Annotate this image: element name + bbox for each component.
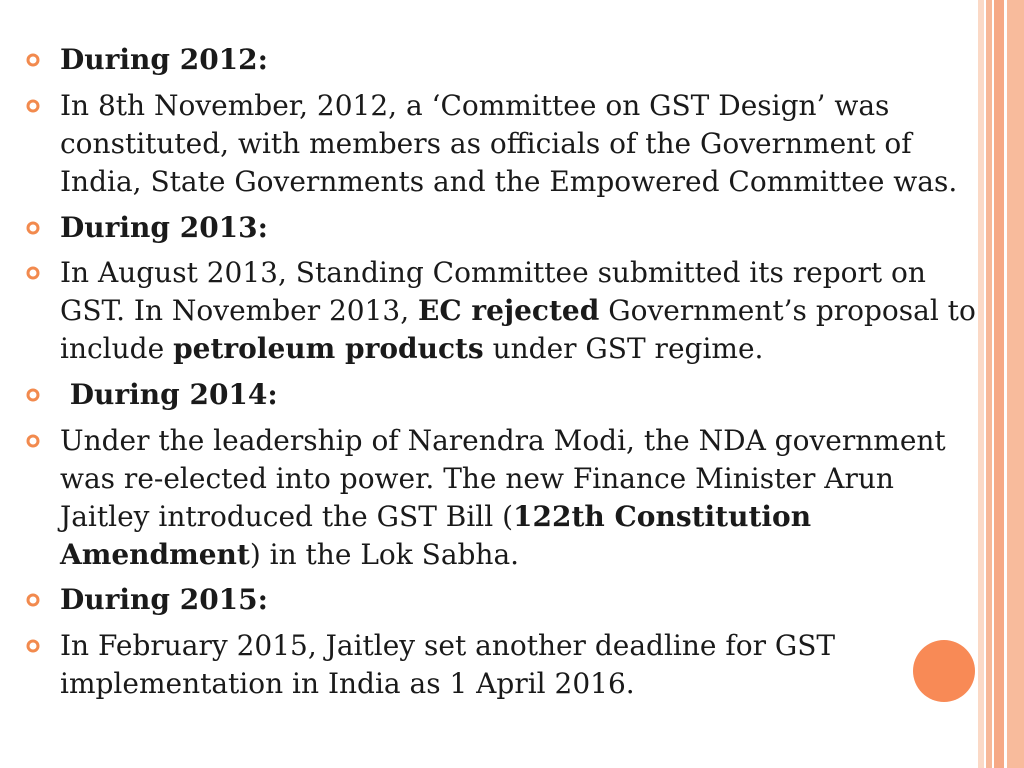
paragraph-2015 — [60, 627, 980, 703]
bold-text: EC rejected — [418, 294, 600, 327]
circle-bullet-icon — [26, 434, 40, 448]
circle-bullet-icon — [26, 53, 40, 67]
paragraph-2014 — [60, 422, 980, 574]
stripe — [1007, 0, 1024, 768]
bold-text: petroleum products — [173, 332, 484, 365]
paragraph-2013 — [60, 254, 985, 368]
paragraph-text: In February 2015, Jaitley set another deadline for GST implementation in India as 1 April 2016. — [60, 629, 845, 700]
heading-2013 — [60, 209, 980, 247]
stripe — [994, 0, 1004, 768]
heading-2015 — [60, 581, 980, 619]
text-run: under GST regime. — [483, 332, 764, 365]
text-run: ) in the Lok Sabha. — [249, 538, 520, 571]
circle-bullet-icon — [26, 639, 40, 653]
circle-bullet-icon — [26, 388, 40, 402]
circle-bullet-icon — [26, 221, 40, 235]
bold-text: 122th Constitution Amendment — [60, 500, 821, 571]
heading-2012 — [60, 41, 980, 79]
heading-2014 — [60, 376, 980, 414]
circle-bullet-icon — [26, 266, 40, 280]
paragraph-text — [60, 422, 980, 574]
circle-bullet-icon — [26, 593, 40, 607]
circle-bullet-icon — [26, 99, 40, 113]
heading-text: During 2012: — [60, 43, 268, 76]
heading-text: During 2013: — [60, 211, 268, 244]
paragraph-2012 — [60, 87, 980, 201]
text-run: Under the leadership of Narendra Modi, the NDA government was re-elected into power. The new Finance Minister Arun Jaitley introduced the GST Bill ( — [60, 424, 955, 533]
paragraph-text: In 8th November, 2012, a ‘Committee on GST Design’ was constituted, with members as officials of the Government of India, State Governments and the Empowered Committee was. — [60, 89, 958, 198]
text-run: Government’s proposal to include — [60, 294, 985, 365]
paragraph-text — [60, 254, 985, 368]
heading-text: During 2015: — [60, 583, 268, 616]
decorative-stripes — [978, 0, 1024, 768]
text-run: In August 2013, Standing Committee submitted its report on GST. In November 2013, — [60, 256, 935, 327]
heading-text: During 2014: — [60, 378, 278, 411]
